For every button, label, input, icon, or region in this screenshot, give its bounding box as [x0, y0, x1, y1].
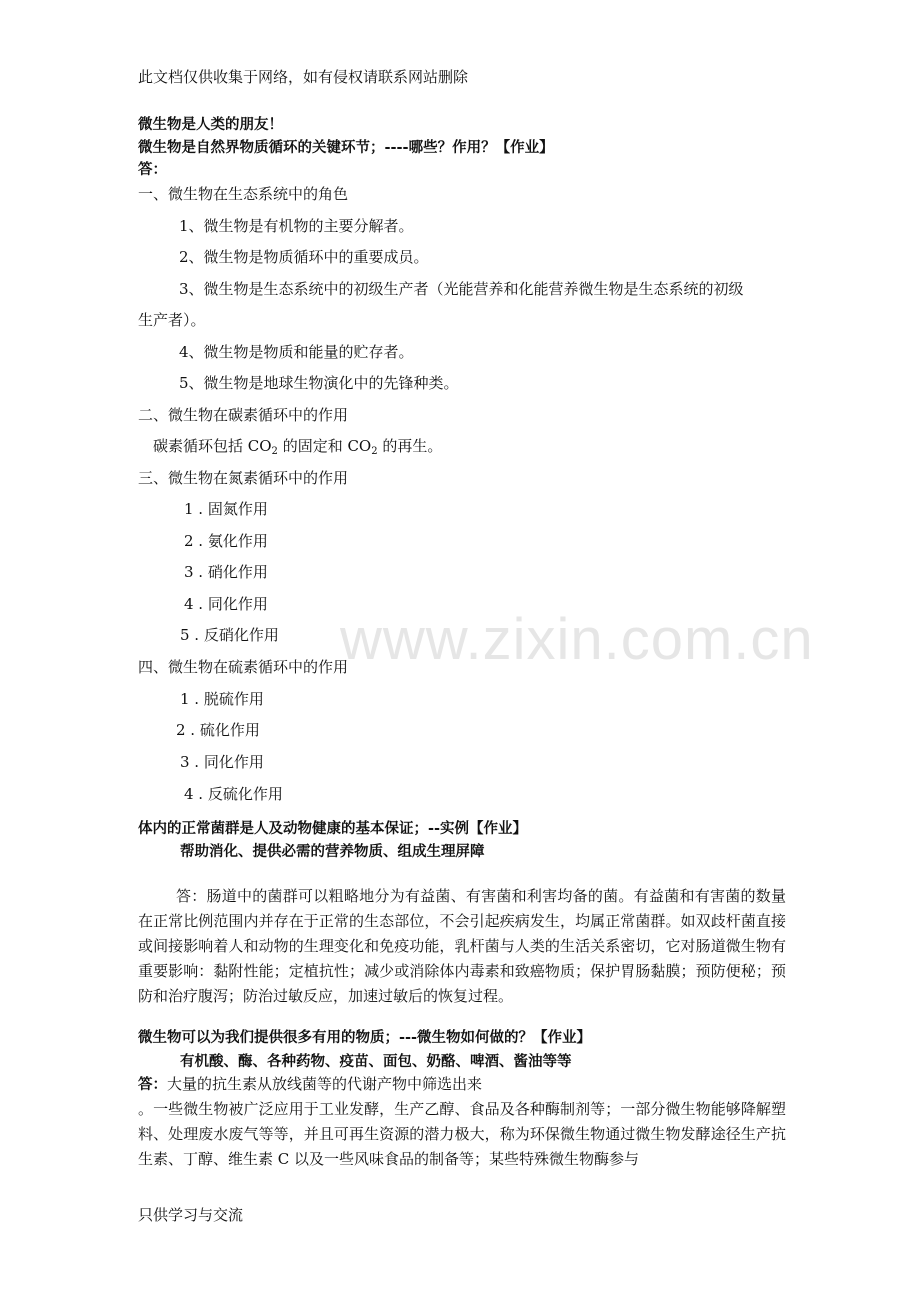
section-4-title: 四、微生物在硫素循环中的作用 — [138, 658, 349, 676]
paragraph-1: 答：肠道中的菌群可以粗略地分为有益菌、有害菌和利害均备的菌。有益菌和有害菌的数量在正常比例范围内并存在于正常的生态部位，不会引起疾病发生，均属正常菌群。如双歧杆菌直接或间接影响着人和动物的生理变化和免疫功能，乳杆菌与人类的生活关系密切，它对肠道微生物有重要影响：黏附性能；定植抗性；减少或消除体内毒素和致癌物质；保护胃肠黏膜；预防便秘；预防和治疗腹泻；防治过敏反应，加速过敏后的恢复过程。 — [138, 887, 786, 1005]
section-3-item: 3 . 硝化作用 — [184, 563, 268, 581]
section-4-item: 2 . 硫化作用 — [176, 721, 260, 739]
section-1-item: 5、微生物是地球生物演化中的先锋种类。 — [179, 374, 459, 392]
heading-3: 体内的正常菌群是人及动物健康的基本保证；--实例【作业】 — [138, 821, 528, 837]
heading-4: 微生物可以为我们提供很多有用的物质；---微生物如何做的？【作业】 — [138, 1030, 592, 1046]
paragraph-2: 。一些微生物被广泛应用于工业发酵，生产乙醇、食品及各种酶制剂等；一部分微生物能够降解塑料、处理废水废气等等，并且可再生资源的潜力极大，称为环保微生物通过微生物发酵途径生产抗生素、丁醇、维生素 C 以及一些风味食品的制备等；某些特殊微生物酶参与 — [138, 1100, 786, 1168]
section-2-text: 碳素循环包括 $CO_2$ 的固定和 $CO_2$ 的再生。 — [153, 437, 443, 457]
section-3-item: 4 . 同化作用 — [184, 595, 268, 613]
section-4-item: 1 . 脱硫作用 — [180, 690, 264, 708]
section-3-item: 5 . 反硝化作用 — [180, 626, 279, 644]
header-note: 此文档仅供收集于网络，如有侵权请联系网站删除 — [138, 68, 469, 86]
subheading-3: 帮助消化、提供必需的营养物质、组成生理屏障 — [180, 844, 485, 860]
subheading-4: 有机酸、酶、各种药物、疫苗、面包、奶酪、啤酒、酱油等等 — [180, 1054, 572, 1070]
section-1-item: 2、微生物是物质循环中的重要成员。 — [179, 248, 429, 266]
section-1-title: 一、微生物在生态系统中的角色 — [138, 185, 349, 203]
section-3-item: 2 . 氨化作用 — [184, 532, 268, 550]
heading-1: 微生物是人类的朋友！ — [138, 117, 283, 133]
section-3-item: 1 . 固氮作用 — [184, 500, 268, 518]
watermark: www.zixin.com.cn — [340, 607, 814, 672]
section-1-item-cont: 生产者）。 — [138, 311, 206, 329]
heading-2: 微生物是自然界物质循环的关键环节；----哪些？作用？【作业】 — [138, 140, 554, 156]
footer-note: 只供学习与交流 — [138, 1206, 244, 1224]
section-1-item: 4、微生物是物质和能量的贮存者。 — [179, 343, 414, 361]
section-3-title: 三、微生物在氮素循环中的作用 — [138, 469, 349, 487]
section-4-item: 4 . 反硫化作用 — [184, 785, 283, 803]
section-1-item: 3、微生物是生态系统中的初级生产者（光能营养和化能营养微生物是生态系统的初级 — [179, 280, 744, 298]
section-4-item: 3 . 同化作用 — [180, 753, 264, 771]
section-1-item: 1、微生物是有机物的主要分解者。 — [179, 217, 414, 235]
section-2-title: 二、微生物在碳素循环中的作用 — [138, 406, 349, 424]
answer-label: 答： — [138, 162, 167, 178]
answer-2-line: 答：大量的抗生素从放线菌等的代谢产物中筛选出来 — [138, 1075, 483, 1093]
